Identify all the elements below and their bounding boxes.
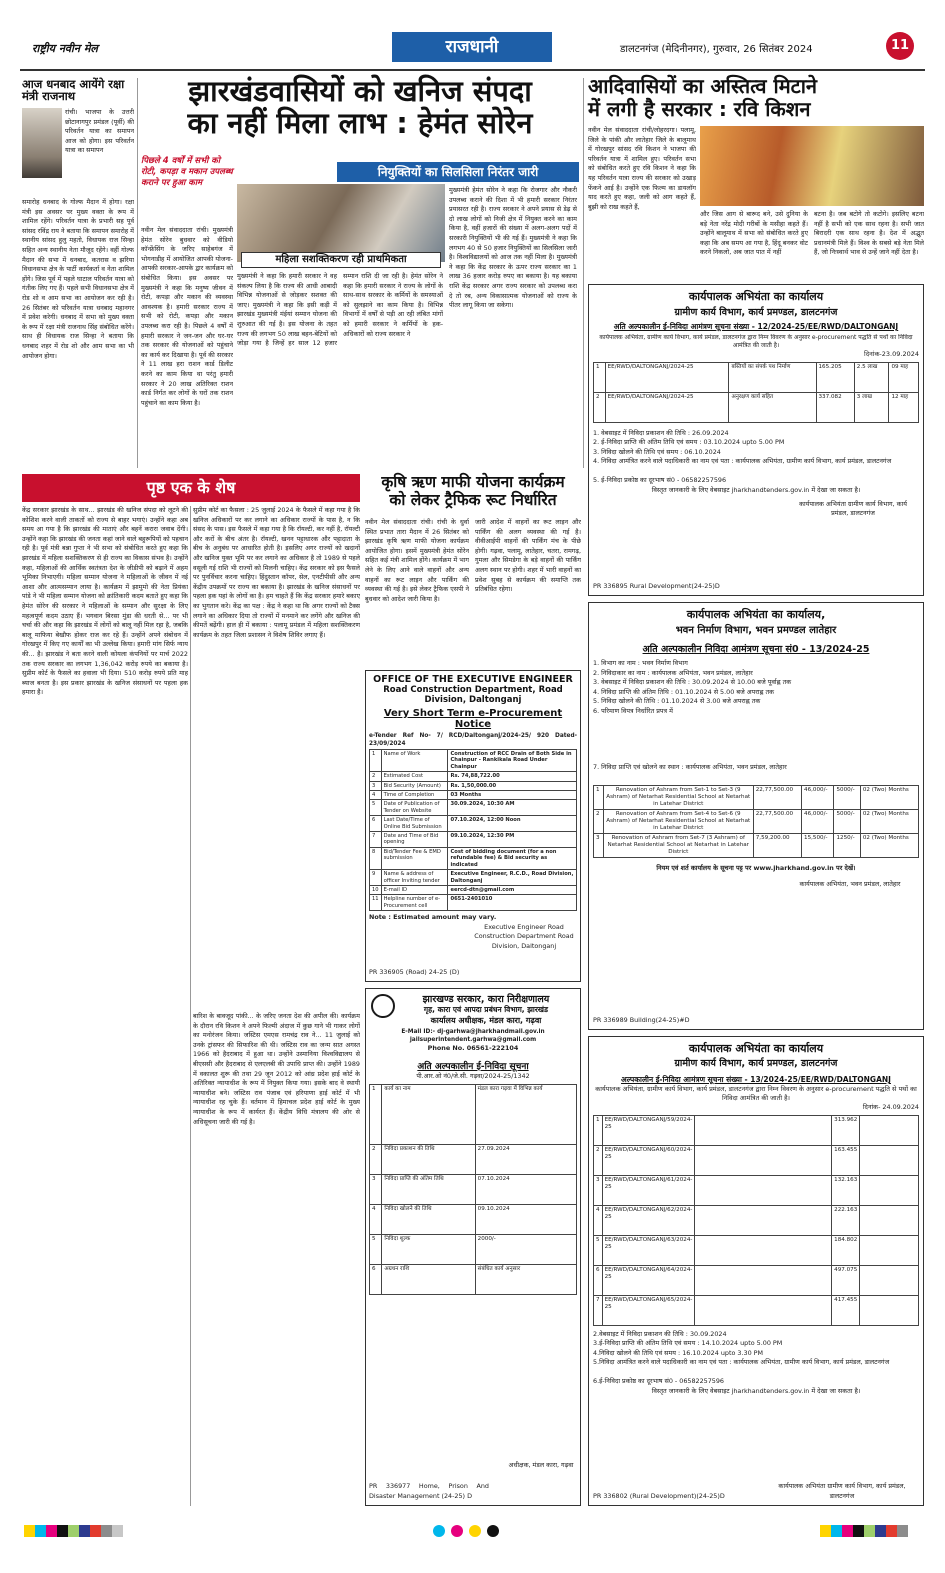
cell: 2 [370, 1145, 382, 1175]
farm-col-2: जारी आदेश में वाहनों का रूट लाइन और पार्किंग की अलग व्यवस्था की गई है। वीवीआईपी वाहनों की पार्किंग मंच के पीछे होगी। गढ़वा, पलामू, लातेहार, चतरा, रामगढ़, गुमला और सिमडेगा के बड़े वाहनों की पार्किंग अलग स्थान पर होगी। शहर में भारी वाहनों का प्रवेश सुबह से कार्यक्रम की समाप्ति तक प्रतिबंधित रहेगा। [475, 518, 581, 594]
ad-rcd-pr: PR 336905 (Road) 24-25 (D) [369, 968, 460, 977]
ad-rwd-12-note-3: 3. निविदा खोलने की तिथि एवं समय : 06.10.2024 [593, 447, 721, 456]
cell: 1 [594, 785, 604, 809]
continued-col-2: सुप्रीम कोर्ट का फैसला : 25 जुलाई 2024 के फैसले में कहा गया है कि खनिज अधिकारों पर कर लगाने का अधिकार राज्यों के पास है, न कि संसद के पास। इस फैसले में कहा गया है कि रॉयल्टी, कर नहीं है, रॉयल्टी और करों के बीच अंतर है। रॉयल्टी, खनन पट्टाधारक और पट्टादाता के बीच के अनुबंध पर आधारित होती है। इसलिए अगर राज्यों को खदानों और खनिज युक्त भूमि पर कर लगाने का अधिकार है तो 1989 से पहले वसूली गई राशि भी राज्यों को मिलनी चाहिए। केंद्र सरकार को इस फैसले पर पुनर्विचार करना चाहिए। हिंदुस्तान कॉपर, सेल, एनटीपीसी और अन्य केंद्रीय उपक्रमों पर राज्य का बकाया है। झारखंड के खनिज संसाधनों पर पहला हक यहां के लोगों का है। हम चाहते हैं कि केंद्र सरकार हमारे बकाए का भुगतान करे। केंद्र का पक्ष : केंद्र ने कहा था कि अगर राज्यों को टैक्स लगाने का अधिकार दिया तो राज्यों में मनमाने कर लगेंगे और खनिज की कीमतें बढ़ेंगी। हाल ही में बकाया : पलामू प्रमंडल में महिला सशक्तिकरण कार्यक्रम के तहत जिला प्रशासन ने विशेष शिविर लगाए हैं। [193, 506, 360, 639]
cell: 12 माह [889, 392, 919, 422]
cell: 7 [370, 832, 382, 848]
cell: 4 [594, 1205, 603, 1235]
cell [695, 1175, 832, 1205]
cell: 27.09.2024 [475, 1145, 576, 1175]
cell: निविदा प्रकाशन की तिथि [382, 1145, 475, 1175]
cell: निविदा शुल्क [382, 1235, 475, 1265]
cell: 7 [594, 1295, 603, 1325]
ad-bcd-footer: नियम एवं शर्त कार्यालय के सूचना पट्ट पर www.jharkhand.gov.in पर देखें। [656, 863, 856, 872]
cell: Name & address of officer Inviting tender [381, 870, 448, 886]
cell: Bid Security (Amount) [381, 781, 448, 790]
ad-bcd-pr: PR 336989 Building(24-25)#D [593, 1016, 690, 1025]
cell: मंडल कारा गढ़वा में विभिन्न कार्य [475, 1085, 576, 1145]
cell [695, 1295, 832, 1325]
right-col-2: और जिस आग से बारूद बने, उसे दुनिया के बड़े नेता नरेंद्र मोदी गरीबों के मसीहा कहते हैं। उन्होंने बालूमाथ में सभा को संबोधित करते हुए कहा कि अब समय आ गया है, हिंदू बनकर वोट करने निकलो, अब जात पात में नहीं [700, 210, 808, 257]
cell: 337.082 [816, 392, 854, 422]
ad-bcd-title-2: भवन निर्माण विभाग, भवन प्रमण्डल लातेहार [675, 625, 837, 636]
cell: 1 [370, 750, 382, 772]
cell: Construction of RCC Drain of Both Side in Chainpur - Rankikala Road Under Chainpur [448, 750, 577, 772]
cell: Time of Completion [381, 791, 448, 800]
ad-bcd-info-6: 6. परिमाण विपत्र निर्धारित प्रपत्र में [593, 706, 673, 715]
continued-banner: पृष्ठ एक के शेष [22, 474, 360, 502]
ad-jail-email: E-Mail ID:- dj-garhwa@jharkhandmail.gov.in jailsuperintendent.garhwa@gmail.com [401, 1029, 545, 1043]
cell: EE/RWD/DALTONGANJ/61/2024-25 [602, 1175, 695, 1205]
ad-rwd-13-sub: कार्यपालक अभियंता, ग्रामीण कार्य विभाग, कार्य प्रमंडल, डालटनगंज द्वारा निम्न विवरण के अनुसार e-procurement पद्धति से पथों का निविदा आमंत्रित की जाती है। [595, 1085, 917, 1102]
cell: Rs. 1,50,000.00 [448, 781, 577, 790]
cell [860, 1205, 919, 1235]
cell: 184.802 [832, 1235, 860, 1265]
main-quote: पिछले 4 वर्षों में सभी को रोटी, कपड़ा व मकान उपलब्ध कराने पर हुआ काम [141, 156, 233, 188]
ad-bcd-info-7: 7. निविदा प्राप्ति एवं खोलने का स्थान : कार्यपालक अभियंता, भवन प्रमंडल, लातेहार [593, 762, 787, 771]
swatch [68, 1525, 79, 1537]
cell: 5 [370, 800, 382, 816]
swatch [79, 1525, 90, 1537]
cell: eercd-dtn@gmail.com [448, 885, 577, 894]
cell: 15,500/- [802, 833, 834, 857]
cell [860, 1145, 919, 1175]
swatch [886, 1525, 897, 1537]
swatch [24, 1525, 35, 1537]
ad-rcd-sign: Executive Engineer Road Construction Department Road Division, Daltonganj [474, 922, 574, 950]
cell: Date of Publication of Tender on Website [381, 800, 448, 816]
ad-rcd [365, 670, 581, 982]
swatch [864, 1525, 875, 1537]
cell: बस्तियों का संपर्क पथ निर्माण [729, 362, 816, 392]
cell: 2000/- [475, 1235, 576, 1265]
right-story [588, 76, 924, 280]
cell: 09 माह [889, 362, 919, 392]
ad-jail-title-1: झारखण्ड सरकार, कारा निरीक्षणालय [422, 994, 550, 1005]
cell: EE/RWD/DALTONGANJ/2024-25 [605, 392, 729, 422]
cell: Rs. 74,88,722.00 [448, 772, 577, 781]
cell: 46,000/- [802, 785, 834, 809]
cell: EE/RWD/DALTONGANJ/2024-25 [605, 362, 729, 392]
cell: 1 [370, 1085, 382, 1145]
cell: 6 [594, 1265, 603, 1295]
cell: EE/RWD/DALTONGANJ/65/2024-25 [602, 1295, 695, 1325]
cell: 02 (Two) Months [860, 809, 918, 833]
registration-marks [430, 1522, 502, 1541]
swatch [853, 1525, 864, 1537]
swatch [101, 1525, 112, 1537]
farm-headline-1: कृषि ऋण माफी योजना कार्यक्रम [381, 473, 565, 491]
cell: 10 [370, 885, 382, 894]
cell: 2 [594, 809, 604, 833]
ad-jail-title-3: कार्यालय अधीक्षक, मंडल कारा, गढ़वा [430, 1016, 542, 1025]
ad-bcd-info-3: 3. वेबसाइट में निविदा प्रकाशन की तिथि : 30.09.2024 से 10.00 बजे पूर्वाह्न तक [593, 678, 792, 687]
ad-rcd-notice: Very Short Term e-Procurement Notice [383, 708, 563, 730]
cell: Name of Work [381, 750, 448, 772]
cell: 1250/- [834, 833, 860, 857]
cell: 497.075 [832, 1265, 860, 1295]
ad-rwd-13-note-2: 3.ई-निविदा प्राप्ति की अंतिम तिथि एवं समय : 14.10.2024 upto 5.00 PM [593, 1339, 783, 1348]
cell [695, 1235, 832, 1265]
cell: Last Date/Time of Online Bid Submission [381, 816, 448, 832]
ad-rwd-13-table [593, 1115, 919, 1326]
cell: EE/RWD/DALTONGANJ/62/2024-25 [602, 1205, 695, 1235]
cell: 6 [370, 816, 382, 832]
cell: 09.10.2024, 12:30 PM [448, 832, 577, 848]
ad-bcd-info-1: 1. विभाग का नाम : भवन निर्माण विभाग [593, 659, 688, 667]
main-headline-1: झारखंडवासियों को खनिज संपदा [188, 74, 532, 108]
ad-rwd-13-note-3: 4.निविदा खोलने की तिथि एवं समय : 16.10.2024 upto 3.30 PM [593, 1348, 764, 1357]
cell: Renovation of Ashram from Set-7 (3 Ashram) of Netarhat Residential School at Netarhat in Latehar District [603, 833, 753, 857]
ad-bcd-notice: अति अल्पकालीन निविदा आमंत्रण सूचना सं0 - 13/2024-25 [642, 644, 870, 655]
cell: 165.205 [816, 362, 854, 392]
cell: 30.09.2024, 10:30 AM [448, 800, 577, 816]
main-col-2: मुख्यमंत्री ने कहा कि हमारी सरकार ने वह संकल्प लिया है कि राज्य की आधी आबादी विभिन्न योजनाओं से जोड़कर सशक्त की जाए। मुख्यमंत्री ने कहा कि इसी कड़ी में झारखंड मुख्यमंत्री मंईयां सम्मान योजना की शुरुआत की गई है। इस योजना के तहत राज्य की लगभग 50 लाख बहन-बेटियों को जोड़ा गया है जिन्हें हर साल 12 हजार सम्मान राशि दी जा रही है। हेमंत सोरेन ने कहा कि हमारी सरकार ने राज्य के लोगों के साथ-साथ सरकार के कर्मियों के समस्याओं को सुलझाने का काम किया है। विभिन्न विभागों में वर्षों से पड़ी आ रही लंबित मांगों को हमारी सरकार ने कर्मियों के हक-अधिकारों को राज्य सरकार ने [237, 272, 443, 348]
cell: E-mail ID [381, 885, 448, 894]
left-story-title: आज धनबाद आयेंगे रक्षा मंत्री राजनाथ [22, 77, 125, 104]
cell: 07.10.2024 [475, 1175, 576, 1205]
cell: 9 [370, 870, 382, 886]
cell: 5000/- [834, 785, 860, 809]
cell: निविदा खोलने की तिथि [382, 1205, 475, 1235]
farm-story [365, 474, 581, 666]
cell: EE/RWD/DALTONGANJ/63/2024-25 [602, 1235, 695, 1265]
cell: निविदा प्राप्ति की अंतिम तिथि [382, 1175, 475, 1205]
cell: 2 [370, 772, 382, 781]
ad-rwd-13-note-6: विस्तृत जानकारी के लिए वेबसाइट jharkhandtenders.gov.in में देखा जा सकता है। [651, 1386, 861, 1395]
cell [860, 1115, 919, 1145]
ad-rwd-12-note-5: 5. ई-निविदा प्रकोष्ठ का दूरभाष सं0 - 06582257596 [593, 476, 727, 485]
cell: 4 [370, 1205, 382, 1235]
dateline: डालटनगंज (मेदिनीनगर), गुरुवार, 26 सितंबर 2024 [620, 44, 813, 55]
cell: Executive Engineer, R.C.D., Road Division, Daltonganj [448, 870, 577, 886]
page-number: 11 [886, 32, 914, 60]
ad-rwd-13-date: दिनांक- 24.09.2024 [862, 1103, 919, 1111]
ad-jail-ref: पी.आर.ओ नं0/जे.सी. गढ़वा/2024-25/1342 [416, 1071, 530, 1080]
cell: कार्य का नाम [382, 1085, 475, 1145]
swatch [35, 1525, 46, 1537]
cell: 3 [594, 833, 604, 857]
cell: 07.10.2024, 12:00 Noon [448, 816, 577, 832]
ad-rcd-note: Note : Estimated amount may vary. [369, 913, 497, 922]
ad-jail-sign: अधीक्षक, मंडल कारा, गढ़वा [508, 1461, 574, 1469]
cell [695, 1145, 832, 1175]
cell: EE/RWD/DALTONGANJ/59/2024-25 [602, 1115, 695, 1145]
cell: 3 लाख [854, 392, 889, 422]
cell: 132.163 [832, 1175, 860, 1205]
ad-rwd-12-sign: कार्यपालक अभियंता ग्रामीण कार्य विभाग, कार्य प्रमंडल, डालटनगंज [799, 499, 907, 518]
swatch [57, 1525, 68, 1537]
main-story [141, 76, 579, 468]
ad-rwd-12-title-1: कार्यपालक अभियंता का कार्यालय [688, 290, 824, 303]
left-story-lead: रांची। भाजपा के उत्तरी छोटानागपुर प्रमंडल (पूर्वी) की परिवर्तन यात्रा का समापन आज को होगा। इस परिवर्तन यात्रा का समापन [65, 108, 134, 155]
cell: 7,59,200.00 [753, 833, 801, 857]
right-headline-1: आदिवासियों का अस्तित्व मिटाने [588, 74, 818, 98]
color-bar-left [24, 1522, 123, 1541]
cell [695, 1265, 832, 1295]
main-headline-2: का नहीं मिला लाभ : हेमंत सोरेन [187, 106, 533, 141]
ad-bcd-title-1: कार्यपालक अभियंता का कार्यालय, [686, 608, 826, 621]
cell [860, 1295, 919, 1325]
ad-jail-phone: Phone No. 06561-222104 [427, 1044, 519, 1052]
swatch [875, 1525, 886, 1537]
cell: 4 [370, 791, 382, 800]
cell: 5000/- [834, 809, 860, 833]
cell: 3 [370, 781, 382, 790]
cell: 3 [594, 1175, 603, 1205]
ad-rwd-12-note-2: 2. ई-निविदा प्राप्ति की अंतिम तिथि एवं समय : 03.10.2024 upto 5.00 PM [593, 438, 785, 447]
ad-rwd-12-table [593, 362, 919, 423]
cell: 5 [370, 1235, 382, 1265]
cell: 02 (Two) Months [860, 833, 918, 857]
cell [860, 1175, 919, 1205]
cell [860, 1235, 919, 1265]
swatch [897, 1525, 908, 1537]
cell: Renovation of Ashram from Set-1 to Set-3 (9 Ashram) of Netarhat Residential School at Netarhat in Latehar District [603, 785, 753, 809]
col-divider-right [583, 78, 584, 468]
main-col-4: मुख्यमंत्री हेमंत सोरेन ने कहा कि रोजगार और नौकरी उपलब्ध कराने की दिशा में भी हमारी सरकार निरंतर प्रयासरत रही है। राज्य सरकार ने अपने प्रयास से डेढ़ से दो लाख लोगों को निजी क्षेत्र में नियुक्त करने का काम किया है, वहीं हजारों की संख्या में अलग-अलग पदों में सरकारी नियुक्तियों भी की गई हैं। मुख्यमंत्री ने कहा कि लगभग 40 से 50 हजार नियुक्तियों का सिलसिला जारी है। विश्वविद्यालयों को आज तक नहीं मिला है। मुख्यमंत्री ने कहा कि केंद्र सरकार के ऊपर राज्य सरकार का 1 लाख 36 हजार करोड़ रुपए का बकाया है। यह बकाया राशि केंद्र सरकार अगर राज्य सरकार को उपलब्ध करा दे तो रब, अन्य विकासात्मक योजनाओं को राज्य के पीतर लागू किया जा सकेगा। [449, 186, 577, 310]
ad-rcd-title: OFFICE OF THE EXECUTIVE ENGINEER [373, 674, 573, 685]
ad-jail-notice: अति अल्पकालीन ई-निविदा सूचना [417, 1061, 529, 1072]
ad-rwd-12-title-2: ग्रामीण कार्य विभाग, कार्य प्रमण्डल, डालटनगंज [674, 307, 838, 318]
left-story-body: समारोह धनबाद के गोल्फ मैदान में होगा। रक्षा मंत्री इस अवसर पर मुख्य वक्ता के रूप में शामिल रहेंगे। परिवर्तन यात्रा के प्रभारी सह पूर्व सांसद रविंद्र राय ने बताया कि समापन समारोह में स्थानीय सांसद हुलु महतो, विधायक राज सिन्हा सहित अन्य स्थानीय नेता मौजूद रहेंगे। वहीं गोल्फ मैदान की सभा में धनबाद, कतरास व झरिया विधानसभा क्षेत्र के पार्टी कार्यकर्ता व नेता शामिल होंगे। जिस पूर्व में पहले घाटाल परिवर्तन यात्रा को गंतीक लिए गए हैं। पहले सभी विधानसभा क्षेत्र में रोड शो व आम सभा का आयोजन कर रही है। 26 सितंबर को परिवर्तन यात्रा धनबाद महानगर में प्रवेश करेगी। धनबाद में सभा को मुख्य वक्ता के रूप में रक्षा मंत्री राजनाथ सिंह संबोधित करेंगे। साथ ही विधायक राज सिन्हा ने बताया कि धनबाद शहर में रोड शो और आम सभा का भी आयोजन होगा। [22, 198, 134, 360]
ad-rwd-13-note-1: 2.वेबसाइट में निविदा प्रकाशन की तिथि : 30.09.2024 [593, 1329, 727, 1338]
ad-bcd-info-2: 2. निविदाकार का नाम : कार्यपालक अभियंता, भवन प्रमंडल, लातेहार [593, 668, 753, 677]
photo-caption: महिला सशक्तिकरण रही प्राथमिकता [241, 252, 441, 268]
cyan-dot [433, 1525, 445, 1537]
cell: Estimated Cost [381, 772, 448, 781]
ad-rwd-12-date: दिनांक-23.09.2024 [864, 350, 919, 358]
ad-rwd-12-notice: अति अल्पकालीन ई-निविदा आमंत्रण सूचना संख्या - 12/2024-25/EE/RWD/DALTONGANJ [613, 322, 899, 331]
cell: 2 [594, 392, 606, 422]
cell: 222.163 [832, 1205, 860, 1235]
ad-rwd-12 [588, 284, 924, 596]
farm-headline-2: को लेकर ट्रैफिक रूट निर्धारित [389, 491, 557, 510]
cell: Renovation of Ashram from Set-4 to Set-6 (9 Ashram) of Netarhat Residential School at Netarhat in Latehar District [603, 809, 753, 833]
right-col-1: नवीन मेल संवाददाता रांची/लोहरदगा। पलामू, जिले के पांकी और लातेहार जिले के बालूमाथ में गोरखपुर सांसद रवि किशन ने भाजपा की परिवर्तन यात्रा में शामिल हुए। परिवर्तन सभा को संबोधित करते हुए रवि किशन ने कहा कि यह परिवर्तन यात्रा राज्य की सरकार को उखाड़ फेंकने आई है। उन्होंने एक फिल्म का डायलॉग याद करते हुए कहा, जली को आग कहते हैं, बुझी को राख कहते हैं, [588, 126, 696, 211]
ad-rwd-13-pr: PR 336802 (Rural Development)(24-25)D [593, 1492, 725, 1501]
cell: 22,77,500.00 [753, 785, 801, 809]
col-divider-left [137, 78, 138, 468]
cell: अनुरक्षण कार्य सहित [729, 392, 816, 422]
sub-strip: नियुक्तियों का सिलसिला निरंतर जारी [337, 162, 579, 182]
cell: Cost of bidding document (for a non refundable fee) & Bid security as indicated [448, 847, 577, 869]
black-dot [487, 1525, 499, 1537]
swatch [842, 1525, 853, 1537]
cell: 0651-2401010 [448, 895, 577, 911]
ad-rwd-13-title-1: कार्यपालक अभियंता का कार्यालय [688, 1042, 824, 1055]
main-col-1: नवीन मेल संवाददाता रांची। मुख्यमंत्री हेमंत सोरेन बुधवार को वीडियो कॉन्फ्रेंसिंग के जरिए साहेबगंज में भोगनाडीह में आयोजित आपकी योजना-आपकी सरकार-आपके द्वार कार्यक्रम को संबोधित किया। इस अवसर पर मुख्यमंत्री ने कहा कि मनुष्य जीवन में रोटी, कपड़ा और मकान की व्यवस्था आवश्यक है। हमारी सरकार राज्य में सभी को रोटी, कपड़ा और मकान उपलब्ध करा रही है। पिछले 4 वर्षों में हमारी सरकार ने जन-जन और घर-घर तक सरकार की योजनाओं को पहुंचाने का कार्य कर दिखाया है। पूर्व की सरकार ने 11 लाख हरा राशन कार्ड डिलीट करने का काम किया था परंतु हमारी सरकार ने 20 लाख अतिरिक्त राशन कार्ड निर्गत कर लोगों के घरों तक राशन पहुंचाने का काम किया है। [141, 226, 233, 407]
ad-jail-pr: PR 336977 Home, Prison And Disaster Management (24-25) D [369, 1482, 489, 1500]
farm-col-1: नवीन मेल संवाददाता रांची। रांची के धुर्वा स्थित प्रभात तारा मैदान में 26 सितंबर को झारखंड कृषि ऋण माफी योजना कार्यक्रम आयोजित होगा। इसमें मुख्यमंत्री हेमंत सोरेन सहित कई मंत्री शामिल होंगे। कार्यक्रम में भाग लेने के लिए आने वाले वाहनों और अन्य वाहनों का रूट लाइन और पार्किंग की व्यवस्था की गई है। इसे लेकर ट्रैफिक एसपी ने बुधवार को आदेश जारी किया है। [365, 518, 469, 603]
right-headline-2: में लगी है सरकार : रवि किशन [588, 97, 811, 121]
ad-rwd-12-sub: कार्यपालक अभियंता, ग्रामीण कार्य विभाग, कार्य प्रमंडल, डालटनगंज द्वारा निम्न विवरण के अनुसार e-procurement पद्धति से पथों का निविदा आमंत्रित की जाती है। [599, 334, 913, 349]
ad-bcd-sign: कार्यपालक अभियंता, भवन प्रमंडल, लातेहार [799, 879, 901, 888]
ad-rwd-12-pr: PR 336895 Rural Development(24-25)D [593, 582, 720, 591]
cell: 09.10.2024 [475, 1205, 576, 1235]
cell: EE/RWD/DALTONGANJ/60/2024-25 [602, 1145, 695, 1175]
yellow-dot [469, 1525, 481, 1537]
ad-rwd-12-note-1: 1. वेबसाइट में निविदा प्रकाशन की तिथि : 26.09.2024 [593, 428, 729, 437]
ad-rwd-13-notice: अल्पकालीन ई-निविदा आमंत्रण सूचना संख्या - 13/2024-25/EE/RWD/DALTONGANJ [621, 1075, 891, 1084]
ad-bcd [588, 602, 924, 1030]
brand-logo: राष्ट्रीय नवीन मेल [32, 42, 98, 55]
cell: 8 [370, 847, 382, 869]
right-col-3: बटना है। जब बटोगे तो कटोगे। इसलिए बटना नहीं है सभी को एक साथ रहना है। सभी जात बिरादरी एक साथ रहना है। देश में अद्भुत प्रधानमंत्री मिले हैं। विश्व के सबसे बड़े नेता मिले हैं, जो निःस्वार्थ भाव से उन्हें जाने नहीं देता है। [814, 210, 924, 257]
cell: 11 [370, 895, 382, 911]
ad-rcd-subtitle: Road Construction Department, Road Division, Daltonganj [383, 685, 563, 705]
cell: 2 [594, 1145, 603, 1175]
cell: EE/RWD/DALTONGANJ/64/2024-25 [602, 1265, 695, 1295]
left-story [22, 78, 134, 463]
ad-rwd-13-note-5: 6.ई-निविदा प्रकोष्ठ का दूरभाष सं0 - 06582257596 [593, 1377, 724, 1386]
cell: 6 [370, 1265, 382, 1295]
ad-rwd-12-note-4: 4. निविदा आमंत्रित करने वाले पदाधिकारी का नाम एवं पता : कार्यपालक अभियंता, ग्रामीण कार्य विभाग, कार्य प्रमंडल, डालटनगंज [593, 457, 892, 466]
cell: 313.962 [832, 1115, 860, 1145]
cell: Helpline number of e-Procurement cell [381, 895, 448, 911]
cell [860, 1265, 919, 1295]
ad-bcd-info-4: 4. निविदा प्राप्ति की अंतिम तिथि : 01.10.2024 से 5.00 बजे अपराह्न तक [593, 687, 775, 696]
ad-rwd-12-note-6: विस्तृत जानकारी के लिए वेबसाइट jharkhandtenders.gov.in में देखा जा सकता है। [651, 485, 861, 494]
cell: 3 [370, 1175, 382, 1205]
cell: 2.5 लाख [854, 362, 889, 392]
cell: 163.455 [832, 1145, 860, 1175]
ad-rcd-ref: e-Tender Ref No- 7/ RCD/Daltonganj/2024-25/ 920 Dated-23/09/2024 [369, 733, 577, 747]
rajnath-photo [22, 108, 62, 178]
main-photo [237, 184, 445, 262]
ad-jail [365, 988, 581, 1506]
masthead [20, 28, 925, 68]
cell: Bid/Tender Fee & EMD submission [381, 847, 448, 869]
cell: 03 Months [448, 791, 577, 800]
continued-divider [190, 506, 191, 1506]
ad-bcd-table [593, 785, 919, 858]
cell: 1 [594, 362, 606, 392]
jharkhand-emblem-icon [371, 994, 395, 1018]
swatch [90, 1525, 101, 1537]
ad-jail-title-2: गृह, कारा एवं आपदा प्रबंधन विभाग, झारखंड [423, 1005, 549, 1014]
cell: संबंधित कार्य अनुसार [475, 1265, 576, 1295]
cell: 417.455 [832, 1295, 860, 1325]
swatch [831, 1525, 842, 1537]
ad-jail-table [369, 1084, 577, 1295]
cell [695, 1205, 832, 1235]
continued-col-1: केंद्र सरकार झारखंड के साथ... झारखंड की खनिज संपदा को लूटने की कोशिश करने वाली ताकतों को राज्य से बाहर भगाएं। उन्होंने कहा अब समय आ गया है कि झारखंड की माताएं और बहनें करारा जवाब देंगी। उन्होंने कहा कि झारखंड की जनता कहां जाने वाले बहुरूपियों को पहचान रही है। पूर्व मंत्री बन्ना गुप्ता ने भी सभा को संबोधित करते हुए कहा कि झारखंड में महिला सशक्तिकरण से ही राज्य का विकास संभव है। उन्होंने कहा, महिलाओं की आर्थिक स्वतंत्रता देश के जीडीपी को बढ़ाने में अहम भूमिका निभाएगी। महिला सम्मान योजना ने महिलाओं के जीवन में नई आशा और आत्मसम्मान लाया है। कार्यक्रम में झामुमो की नेता प्रियंका पांडे ने भी महिला सम्मान योजना को क्रांतिकारी कदम बताते हुए कहा कि हेमंत सोरेन की सरकार ने महिलाओं के सम्मान और सुरक्षा के लिए महत्वपूर्ण कदम उठाए हैं। भगवान बिरसा मुंडा की धरती से... पर भी चर्चा की और कहा कि झारखंड में लोगों को बालू नहीं मिल रहा है, जबकि बालू माफिया बेखौफ होकर राज कर रहे हैं। उन्होंने अपने संबोधन में गोरखपुर में किए गए कार्यों का भी उल्लेख किया। हमारी मांग सिर्फ न्याय की... है। झारखंड ने बता करने वाली कोयला कंपनियों पर मार्च 2022 तक राज्य सरकार का लगभग 1,36,042 करोड़ रुपये का बकाया है। सुप्रीम कोर्ट के फैसले का हवाला भी दिया। 510 करोड़ रुपये प्रति माह ब्याज बनता है। इस प्रकार झारखंड के खनिज संसाधनों पर पहला हक हमारा है। [22, 506, 188, 697]
cell [695, 1115, 832, 1145]
swatch [820, 1525, 831, 1537]
cell: अग्रधन राशि [382, 1265, 475, 1295]
ad-rwd-13-note-4: 5.निविदा आमंत्रित करने वाले पदाधिकारी का नाम एवं पता : कार्यपालक अभियंता, ग्रामीण कार्य विभाग, कार्य प्रमंडल, डालटनगंज [593, 1358, 890, 1367]
swatch [46, 1525, 57, 1537]
ad-rwd-13-sign: कार्यपालक अभियंता ग्रामीण कार्य विभाग, कार्य प्रमंडल, डालटनगंज [778, 1482, 906, 1500]
ad-bcd-info-5: 5. निविदा खोलने की तिथि : 01.10.2024 से 3.00 बजे अपराह्न तक [593, 697, 761, 706]
ad-rcd-table [369, 749, 577, 911]
header-rule [20, 69, 925, 71]
cell: Date and Time of Bid opening [381, 832, 448, 848]
cell: 5 [594, 1235, 603, 1265]
cell: 22,77,500.00 [753, 809, 801, 833]
magenta-dot [451, 1525, 463, 1537]
color-bar-right [820, 1522, 908, 1541]
cell: 02 (Two) Months [860, 785, 918, 809]
right-photo [700, 126, 924, 206]
swatch [112, 1525, 123, 1537]
ad-rwd-13 [588, 1036, 924, 1506]
section-label: राजधानी [392, 32, 552, 62]
cell: 46,000/- [802, 809, 834, 833]
ad-rwd-13-title-2: ग्रामीण कार्य विभाग, कार्य प्रमण्डल, डालटनगंज [674, 1058, 838, 1069]
cell: 1 [594, 1115, 603, 1145]
continued-col-3: बारिश के बावजूद पांकी... के जरिए जनता देश की अपील की। कार्यक्रम के दौरान रवि किशन ने अपने फिल्मी अंदाज में कुछ गाने भी गाकर लोगों का मनोरंजन किया। जस्टिस एमएस रामचंद्र राव ने... 11 जुलाई को उनके ट्रांसफर की सिफारिश की थी। जस्टिस राव का जन्म सात अगस्त 1966 को हैदराबाद में हुआ था। उन्होंने उस्मानिया विश्वविद्यालय से बीएससी और हैदराबाद से एलएलबी की उपाधि प्राप्त की। उन्होंने 1989 में वकालत शुरू की तथा 29 जून 2012 को आंध्र प्रदेश हाई कोर्ट के अतिरिक्त न्यायाधीश के रूप में नियुक्त किया गया। इसके बाद वे स्थायी न्यायाधीश बने। जस्टिस राव पंजाब एवं हरियाणा हाई कोर्ट में भी न्यायाधीश रह चुके हैं। वर्तमान में हिमाचल प्रदेश हाई कोर्ट के मुख्य न्यायाधीश के रूप में कार्यरत हैं। केंद्रीय विधि मंत्रालय की ओर से अधिसूचना जारी की गई है। [193, 1012, 360, 1126]
